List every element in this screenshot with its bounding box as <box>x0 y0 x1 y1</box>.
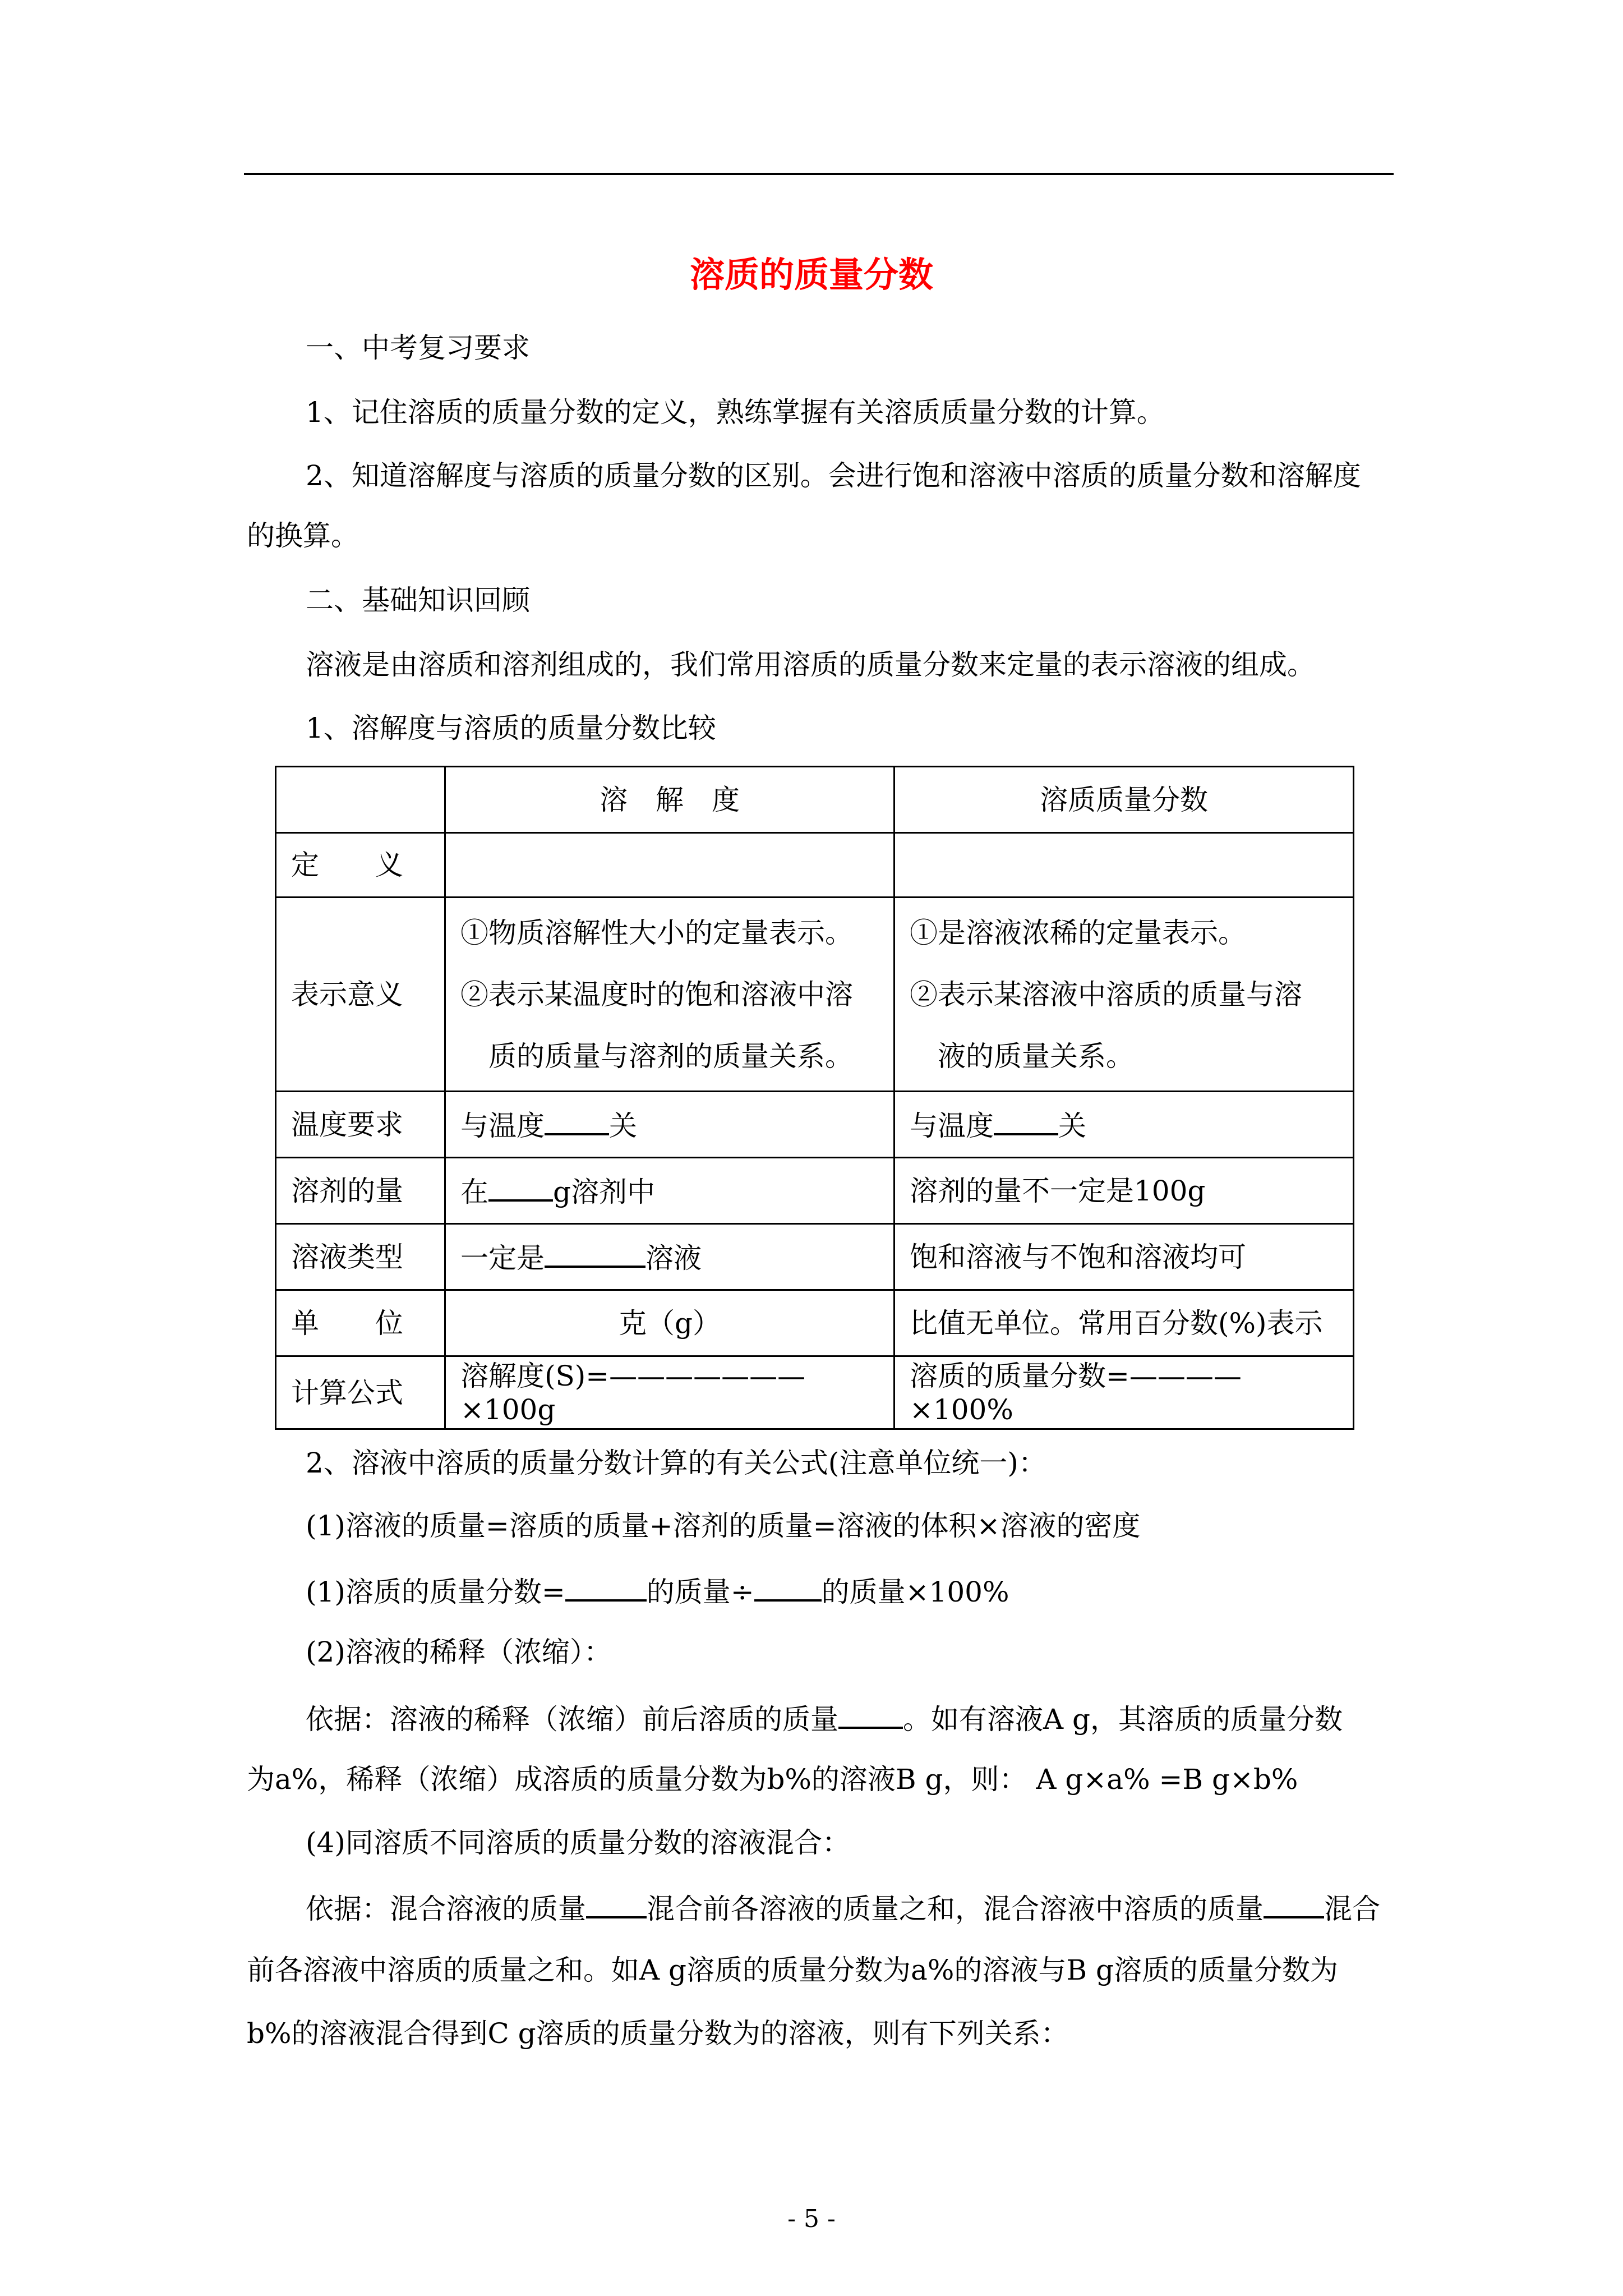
text: 混合前各溶液的质量之和，混合溶液中溶质的质量 <box>647 1893 1264 1925</box>
section1-item2-line1: 2、知道溶解度与溶质的质量分数的区别。会进行饱和溶液中溶质的质量分数和溶解度 <box>306 459 1361 492</box>
basis2-line2: 前各溶液中溶质的质量之和。如A g溶质的质量分数为a%的溶液与B g溶质的质量分数为 <box>247 1954 1338 1986</box>
section1-heading: 一、中考复习要求 <box>306 332 530 364</box>
cell-fraction <box>895 833 1354 898</box>
fraction-meaning-2a: ②表示某溶液中溶质的质量与溶 <box>910 978 1302 1011</box>
fill-blank <box>565 1572 647 1602</box>
section3-sub2: 2、溶液中溶质的质量分数计算的有关公式(注意单位统一)： <box>306 1447 1046 1479</box>
table-row-meaning <box>276 898 1354 1092</box>
row-label: 单 位 <box>276 1290 445 1356</box>
text: 溶液 <box>645 1242 702 1274</box>
page-title: 溶质的质量分数 <box>689 254 933 295</box>
table-header-row <box>276 767 1354 833</box>
solubility-meaning-2b: 质的质量与溶剂的质量关系。 <box>488 1039 853 1073</box>
basis2-line1 <box>306 1889 1380 1926</box>
comparison-table <box>275 766 1354 1430</box>
fraction-meaning-1: ①是溶液浓稀的定量表示。 <box>910 916 1246 949</box>
text: 依据：混合溶液的质量 <box>306 1893 586 1925</box>
section2-sub1: 1、溶解度与溶质的质量分数比较 <box>306 712 716 744</box>
text: (1)溶质的质量分数= <box>306 1576 565 1608</box>
row-label: 溶液类型 <box>276 1224 445 1290</box>
table-row-definition <box>276 833 1354 898</box>
solubility-meaning-2a: ②表示某温度时的饱和溶液中溶 <box>460 978 853 1011</box>
table-header-empty <box>276 767 445 833</box>
formula-2 <box>306 1572 1009 1609</box>
table-row-unit <box>276 1290 1354 1356</box>
section2-intro: 溶液是由溶质和溶剂组成的，我们常用溶质的质量分数来定量的表示溶液的组成。 <box>306 648 1315 681</box>
table-row-temperature <box>276 1092 1354 1158</box>
formula-3: (2)溶液的稀释（浓缩）： <box>306 1636 612 1668</box>
text: 依据：溶液的稀释（浓缩）前后溶质的质量 <box>306 1703 838 1736</box>
text: 一定是 <box>460 1242 545 1274</box>
fill-blank <box>1264 1889 1324 1918</box>
fill-blank <box>838 1700 903 1729</box>
cell-fraction <box>895 898 1354 1092</box>
cell-solubility: 克（g） <box>445 1290 895 1356</box>
cell-solubility <box>445 1092 895 1158</box>
fill-blank <box>488 1172 553 1202</box>
text: 的质量×100% <box>821 1576 1009 1608</box>
row-label: 表示意义 <box>276 898 445 1092</box>
table-header-fraction: 溶质质量分数 <box>895 767 1354 833</box>
cell-fraction: 溶剂的量不一定是100g <box>895 1158 1354 1224</box>
cell-solubility: 溶解度(S)=———————×100g <box>445 1356 895 1429</box>
text: 的质量÷ <box>646 1576 754 1608</box>
fill-blank <box>994 1106 1058 1135</box>
text: 。如有溶液A g，其溶质的质量分数 <box>903 1703 1343 1736</box>
header-rule <box>244 173 1394 175</box>
basis2-line3: b%的溶液混合得到C g溶质的质量分数为的溶液，则有下列关系： <box>247 2017 1069 2050</box>
row-label: 溶剂的量 <box>276 1158 445 1224</box>
cell-fraction: 溶质的质量分数=————×100% <box>895 1356 1354 1429</box>
text: 在 <box>460 1176 488 1208</box>
section2-heading: 二、基础知识回顾 <box>306 584 530 616</box>
text: g溶剂中 <box>553 1176 656 1208</box>
cell-fraction <box>895 1092 1354 1158</box>
fill-blank <box>545 1239 645 1268</box>
page-number: - 5 - <box>787 2205 836 2233</box>
section1-item2-line2: 的换算。 <box>247 519 359 552</box>
text: 混合 <box>1324 1893 1380 1925</box>
text: 关 <box>609 1110 637 1142</box>
table-header-solubility: 溶 解 度 <box>445 767 895 833</box>
section1-item1: 1、记住溶质的质量分数的定义，熟练掌握有关溶质质量分数的计算。 <box>306 396 1165 429</box>
cell-fraction: 比值无单位。常用百分数(%)表示 <box>895 1290 1354 1356</box>
fill-blank <box>586 1889 647 1918</box>
text: 关 <box>1058 1110 1086 1142</box>
cell-solubility <box>445 1224 895 1290</box>
formula-1: (1)溶液的质量=溶质的质量+溶剂的质量=溶液的体积×溶液的密度 <box>306 1510 1141 1542</box>
solubility-meaning-1: ①物质溶解性大小的定量表示。 <box>460 916 853 949</box>
row-label: 计算公式 <box>276 1356 445 1429</box>
fraction-meaning-2b: 液的质量关系。 <box>938 1039 1134 1073</box>
text: 与温度 <box>460 1110 545 1142</box>
basis1-line2: 为a%，稀释（浓缩）成溶质的质量分数为b%的溶液B g，则： A g×a% =B g×b% <box>247 1763 1298 1796</box>
fill-blank <box>754 1572 822 1602</box>
cell-solubility <box>445 1158 895 1224</box>
text: 与温度 <box>910 1110 994 1142</box>
cell-fraction: 饱和溶液与不饱和溶液均可 <box>895 1224 1354 1290</box>
cell-solubility <box>445 833 895 898</box>
cell-solubility <box>445 898 895 1092</box>
table-row-solvent <box>276 1158 1354 1224</box>
row-label: 定 义 <box>276 833 445 898</box>
formula-4: (4)同溶质不同溶质的质量分数的溶液混合： <box>306 1826 850 1859</box>
row-label: 温度要求 <box>276 1092 445 1158</box>
fill-blank <box>545 1106 609 1135</box>
basis1-line1 <box>306 1700 1343 1736</box>
table-row-solution-type <box>276 1224 1354 1290</box>
table-row-formula <box>276 1356 1354 1429</box>
